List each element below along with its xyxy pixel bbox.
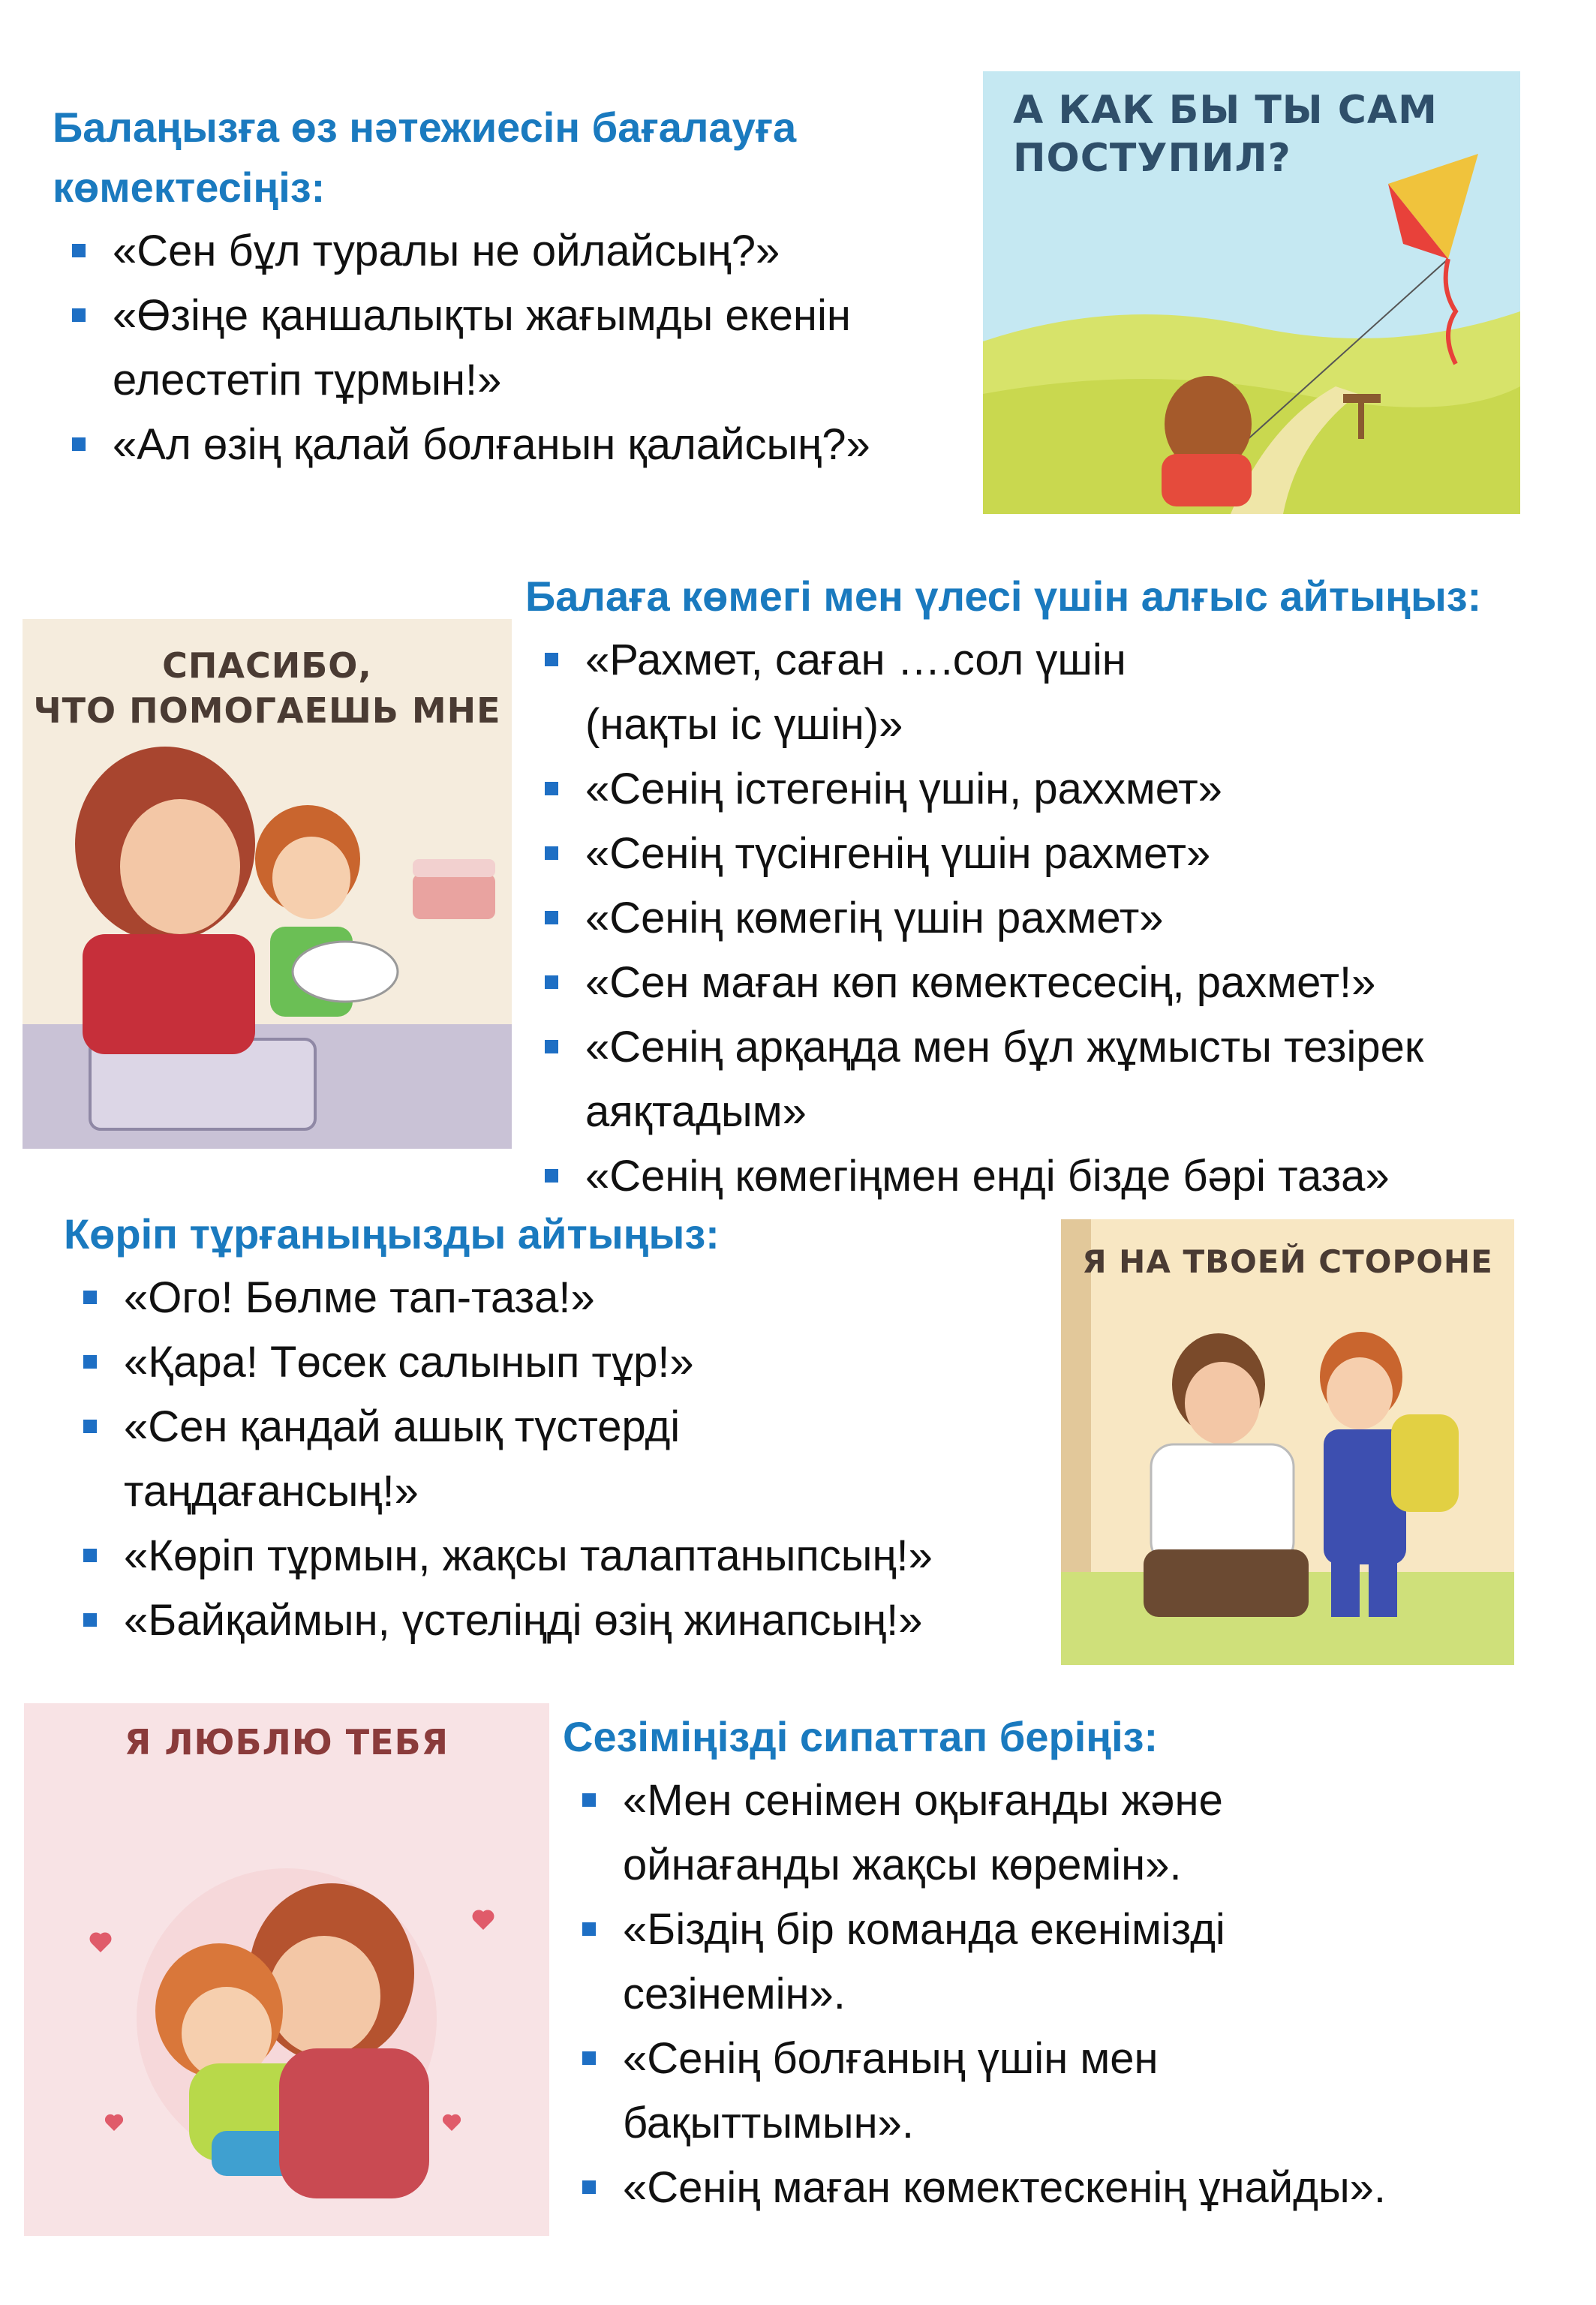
father-son-scene-icon bbox=[1061, 1219, 1514, 1665]
bullet-icon bbox=[72, 308, 86, 322]
list-item: «Ого! Бөлме тап-таза!» bbox=[64, 1266, 1062, 1330]
bullet-icon bbox=[545, 846, 558, 860]
list-item: «Сен бұл туралы не ойлайсың?» bbox=[53, 219, 983, 284]
list-item: «Рахмет, саған ….сол үшін (нақты іс үшін)» bbox=[525, 628, 1201, 757]
love-caption: Я ЛЮБЛЮ ТЕБЯ bbox=[124, 1722, 449, 1763]
bullet-list bbox=[525, 628, 1591, 1209]
bullet-icon bbox=[545, 1040, 558, 1053]
bullet-icon bbox=[545, 782, 558, 795]
list-item: «Сен маған көп көмектесесің, рахмет!» bbox=[525, 951, 1591, 1015]
bullet-icon bbox=[545, 975, 558, 989]
bullet-icon bbox=[582, 2051, 596, 2065]
list-item: «Сенің көмегіңмен енді бізде бәрі таза» bbox=[525, 1144, 1591, 1209]
list-item: «Байқаймын, үстеліңді өзің жинапсың!» bbox=[64, 1588, 1062, 1653]
bullet-icon bbox=[83, 1291, 97, 1304]
bullet-icon bbox=[582, 1922, 596, 1936]
section-heading: Балаға көмегі мен үлесі үшін алғыс айтыңыз: bbox=[525, 572, 1482, 620]
thanks-caption-line1: СПАСИБО, bbox=[162, 645, 372, 686]
list-item: «Көріп тұрмын, жақсы талаптаныпсың!» bbox=[64, 1524, 1062, 1588]
bullet-icon bbox=[582, 1793, 596, 1807]
side-caption: Я НА ТВОЕЙ СТОРОНЕ bbox=[1082, 1243, 1493, 1280]
hug-scene-icon bbox=[24, 1703, 549, 2236]
bullet-icon bbox=[83, 1613, 97, 1627]
section-evaluate bbox=[53, 98, 983, 477]
bullet-icon bbox=[545, 1169, 558, 1183]
list-item: «Сенің маған көмектескенің ұнайды». bbox=[563, 2156, 1583, 2220]
bullet-icon bbox=[83, 1355, 97, 1369]
list-item: «Сенің болғаның үшін мен бақыттымын». bbox=[563, 2027, 1373, 2156]
bullet-list bbox=[64, 1266, 1062, 1653]
thanks-caption-line2: ЧТО ПОМОГАЕШЬ МНЕ bbox=[33, 690, 501, 731]
kite-illustration bbox=[983, 71, 1520, 514]
list-item: «Сенің істегенің үшін, раххмет» bbox=[525, 757, 1591, 822]
list-item: «Сенің арқаңда мен бұл жұмысты тезірек аяқтадым» bbox=[525, 1015, 1561, 1144]
kite-caption-line2: ПОСТУПИЛ? bbox=[1013, 136, 1291, 181]
list-item: «Мен сенімен оқығанды және ойнағанды жақсы көремін». bbox=[563, 1769, 1411, 1898]
bullet-icon bbox=[83, 1420, 97, 1433]
section-heading: Сезіміңізді сипаттап беріңіз: bbox=[563, 1713, 1159, 1760]
bullet-icon bbox=[72, 437, 86, 451]
list-item: «Сен қандай ашық түстерді таңдағансың!» bbox=[64, 1395, 799, 1524]
bullet-icon bbox=[83, 1549, 97, 1562]
section-notice bbox=[64, 1204, 1062, 1653]
section-thanks bbox=[525, 566, 1591, 1209]
thanks-illustration bbox=[23, 619, 512, 1149]
bullet-icon bbox=[545, 911, 558, 924]
list-item: «Қара! Төсек салынып тұр!» bbox=[64, 1330, 1062, 1395]
list-item: «Біздің бір команда екенімізді сезінемін». bbox=[563, 1898, 1388, 2027]
love-illustration bbox=[24, 1703, 549, 2236]
bullet-icon bbox=[72, 244, 86, 257]
list-item: «Сенің көмегің үшін рахмет» bbox=[525, 886, 1591, 951]
section-heading: Балаңызға өз нәтежиесін бағалауға көмектесіңіз: bbox=[53, 104, 797, 211]
list-item: «Ал өзің қалай болғанын қалайсың?» bbox=[53, 413, 983, 477]
bullet-icon bbox=[582, 2180, 596, 2194]
kite-caption-line1: А КАК БЫ ТЫ САМ bbox=[1013, 88, 1438, 133]
bullet-icon bbox=[545, 653, 558, 666]
section-feelings bbox=[563, 1707, 1583, 2220]
side-illustration bbox=[1061, 1219, 1514, 1665]
section-heading: Көріп тұрғаныңызды айтыңыз: bbox=[64, 1210, 720, 1258]
bullet-list bbox=[53, 219, 983, 477]
bullet-list bbox=[563, 1769, 1583, 2220]
list-item: «Сенің түсінгенің үшін рахмет» bbox=[525, 822, 1591, 886]
list-item: «Өзіңе қаншалықты жағымды екенін елестетіп тұрмын!» bbox=[53, 284, 983, 413]
